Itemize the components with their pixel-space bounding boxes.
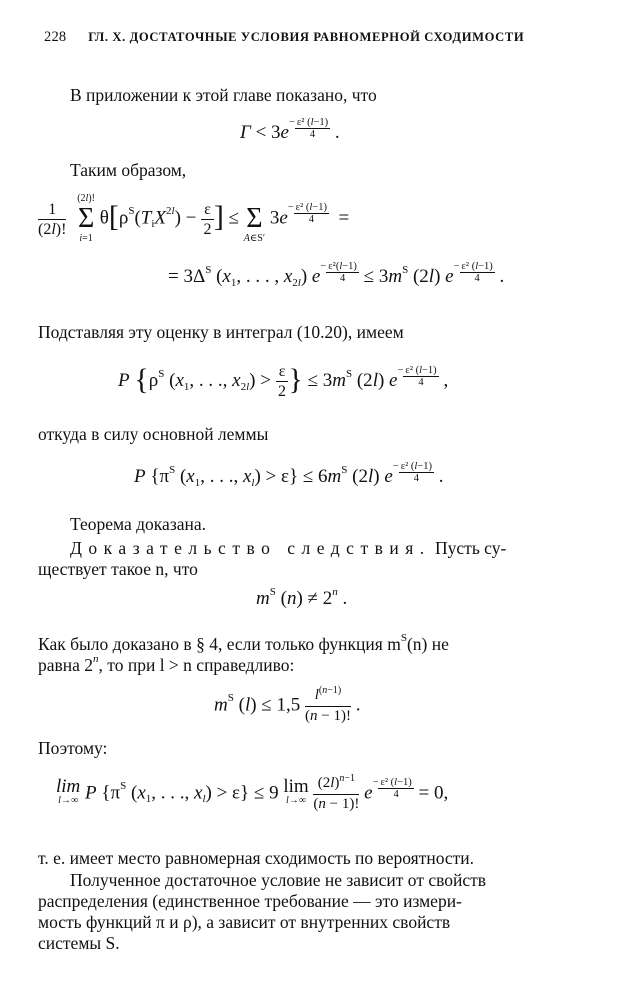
- formula-gamma-bound: Г < 3e− $\frac{\text{ε² (l−1)}}{4}$ .: [240, 117, 340, 143]
- paragraph-7-line2: равна 2$^n$, то при l > n справедливо:: [38, 653, 295, 675]
- paragraph-6-line2: ществует такое n, что: [38, 559, 198, 579]
- paragraph-5: Теорема доказана.: [70, 514, 207, 534]
- formula-growth-neq: $m^S$ $(n) \ne 2^n$ .: [256, 586, 348, 609]
- formula-pi-probability: P {$\pi^S$ ($x_1$, . . ., $x_l) > \varepsilon\} \le 6m^S$ (2l) e− $\frac{\text{ε² (l−1)}}{4}$ .: [134, 461, 444, 489]
- page-header: [44, 29, 580, 46]
- running-title: ГЛ. X. ДОСТАТОЧНЫЕ УСЛОВИЯ РАВНОМЕРНОЙ СХОДИМОСТИ: [88, 30, 525, 44]
- paragraph-8: Поэтому:: [38, 738, 108, 758]
- paragraph-10-line4: системы S.: [38, 933, 120, 953]
- paragraph-1: В приложении к этой главе показано, что: [70, 85, 377, 105]
- formula-sum-estimate-line2: = $3\Delta^S$ ($x_1$, . . . , $x_{2l}$) e− $\frac{\text{ε²(l−1)}}{4}$ ≤ $3m^S$ (2l) e− $\frac{\text{ε² (l−1)}}{4}$ .: [168, 261, 505, 289]
- formula-limit: lim l→∞ P {$\pi^S$ ($x_1$, . . ., $x_l) > \varepsilon\} \le 9$ lim l→∞ $\frac{(2l)^{n-1}}{(n - 1)!}$ e− $\frac{\text{ε² (l−1)}}{4}$ = 0,: [56, 773, 449, 812]
- paragraph-9: т. е. имеет место равномерная сходимость по вероятности.: [38, 848, 475, 868]
- page-number: 228: [44, 29, 67, 45]
- paragraph-7-line1: Как было доказано в § 4, если только функция $m^S(n)$ не: [38, 632, 449, 654]
- paragraph-10-line3: мость функций π и ρ), а зависит от внутренних свойств: [38, 912, 451, 932]
- paragraph-10-line2: распределения (единственное требование — это измери-: [38, 891, 462, 911]
- paragraph-6-line1: Доказательство следствия. Пусть су-: [70, 538, 507, 558]
- paragraph-2: Таким образом,: [70, 160, 187, 180]
- paragraph-4: откуда в силу основной леммы: [38, 424, 269, 444]
- formula-sum-estimate-line1: $\frac{1}{(2l)!}$ (2l)! Σ i=1 $\theta[\rho^S(T_iX^{2l})$ − $\frac{\varepsilon}{2}$ ] ≤ Σ A∈S′ 3e− $\frac{\text{ε² (l−1)}}{4}$ =: [38, 193, 350, 244]
- formula-growth-bound: $m^S$ (l) ≤ 1,5 $\frac{l^{(n-1)}}{(n - 1)!}$ .: [214, 685, 361, 724]
- paragraph-3: Подставляя эту оценку в интеграл (10.20), имеем: [38, 322, 404, 342]
- formula-rho-probability: P {$\rho^S$ ($x_1$, . . ., $x_{2l}$) > $\frac{\varepsilon}{2}$ } ≤ $3m^S$ (2l) e− $\frac{\text{ε² (l−1)}}{4}$ ,: [118, 363, 449, 401]
- paragraph-10-line1: Полученное достаточное условие не зависит от свойств: [70, 870, 487, 890]
- corollary-proof-label: Доказательство следствия.: [70, 538, 431, 558]
